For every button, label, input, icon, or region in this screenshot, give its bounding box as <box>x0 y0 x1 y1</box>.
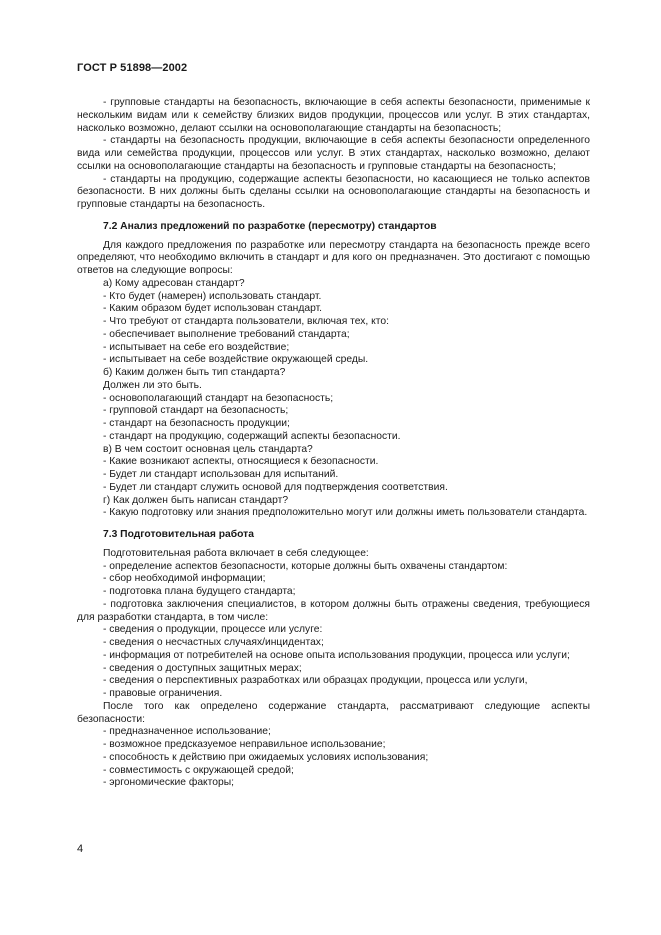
list-item: - сведения о доступных защитных мерах; <box>103 662 302 674</box>
list-item: - сведения о перспективных разработках или образцах продукции, процесса или услуги, <box>103 675 528 687</box>
paragraph: - групповые стандарты на безопасность, включающие в себя аспекты безопасности, применимые к нескольким видам или к семейству близких видов продукции, процессов или услуг. В этих стандартах, насколько возможно, делают ссылки на основополагающие стандарты на безопасность; <box>77 97 590 134</box>
list-item: Подготовительная работа включает в себя следующее: <box>103 547 369 559</box>
list-item: - сведения о несчастных случаях/инцидентах; <box>103 637 324 648</box>
list-item: - сбор необходимой информации; <box>103 573 266 585</box>
page-content <box>77 97 590 790</box>
paragraph: Для каждого предложения по разработке или пересмотру стандарта на безопасность прежде всего определяют, что необходимо включить в стандарт и для кого он предназначен. Это достигают с помощью ответов на следующие вопросы: <box>77 239 590 276</box>
list-item: - основополагающий стандарт на безопасность; <box>103 392 334 404</box>
list-item: - возможное предсказуемое неправильное использование; <box>103 739 386 750</box>
list-item: - способность к действию при ожидаемых условиях использования; <box>103 751 429 763</box>
list-item: - стандарт на безопасность продукции; <box>103 418 290 429</box>
list-item: - испытывает на себе его воздействие; <box>103 341 290 353</box>
paragraph: После того как определено содержание стандарта, рассматривают следующие аспекты безопасности: <box>77 700 590 725</box>
list-item: - предназначенное использование; <box>103 726 271 738</box>
document-header: ГОСТ Р 51898—2002 <box>77 62 188 74</box>
list-item: - Кто будет (намерен) использовать стандарт. <box>103 290 322 302</box>
list-item: г) Как должен быть написан стандарт? <box>103 494 289 506</box>
list-item: - определение аспектов безопасности, которые должны быть охвачены стандартом: <box>103 560 508 572</box>
section-heading-7-2: 7.2 Анализ предложений по разработке (пересмотру) стандартов <box>103 220 437 232</box>
list-item: - сведения о продукции, процессе или услуге: <box>103 624 323 636</box>
list-item: в) В чем состоит основная цель стандарта? <box>103 443 313 455</box>
list-item: - групповой стандарт на безопасность; <box>103 405 289 417</box>
list-item: - совместимость с окружающей средой; <box>103 764 294 776</box>
list-item: - испытывает на себе воздействие окружающей среды. <box>103 354 369 366</box>
paragraph: - Какую подготовку или знания предположительно могут или должны иметь пользователи стандарта. <box>103 507 588 519</box>
list-item: - Какие возникают аспекты, относящиеся к безопасности. <box>103 456 379 468</box>
page-number: 4 <box>77 843 84 855</box>
list-item: - правовые ограничения. <box>103 688 223 699</box>
list-item: - стандарт на продукцию, содержащий аспекты безопасности. <box>103 430 401 442</box>
list-item: б) Каким должен быть тип стандарта? <box>103 367 286 378</box>
list-item: а) Кому адресован стандарт? <box>103 277 245 289</box>
list-item: - Будет ли стандарт использован для испытаний. <box>103 469 339 480</box>
list-item: - информация от потребителей на основе опыта использования продукции, процесса или услуги; <box>103 649 570 661</box>
list-item: - обеспечивает выполнение требований стандарта; <box>103 328 350 340</box>
list-item: - подготовка плана будущего стандарта; <box>103 586 296 597</box>
list-item: - Каким образом будет использован стандарт. <box>103 303 323 315</box>
paragraph: - подготовка заключения специалистов, в котором должны быть отражены сведения, требующиеся для разработки стандарта, в том числе: <box>77 598 590 623</box>
paragraph: - стандарты на безопасность продукции, включающие в себя аспекты безопасности определенного вида или семейства продукции, процессов или услуг. В этих стандартах, насколько возможно, делают ссылки на основополагающие стандарты на безопасность и групповые стандарты на безопасность; <box>77 135 590 172</box>
section-heading-7-3: 7.3 Подготовительная работа <box>103 529 254 540</box>
list-item: - Что требуют от стандарта пользователи, включая тех, кто: <box>103 316 389 327</box>
list-item: - Будет ли стандарт служить основой для подтверждения соответствия. <box>103 481 448 493</box>
paragraph: - стандарты на продукцию, содержащие аспекты безопасности, но касающиеся не только аспектов безопасности. В них должны быть сделаны ссылки на основополагающие стандарты на безопасность и групповые стандарты на безопасность. <box>77 173 590 210</box>
list-item: Должен ли это быть. <box>103 379 202 391</box>
list-item: - эргономические факторы; <box>103 777 234 789</box>
